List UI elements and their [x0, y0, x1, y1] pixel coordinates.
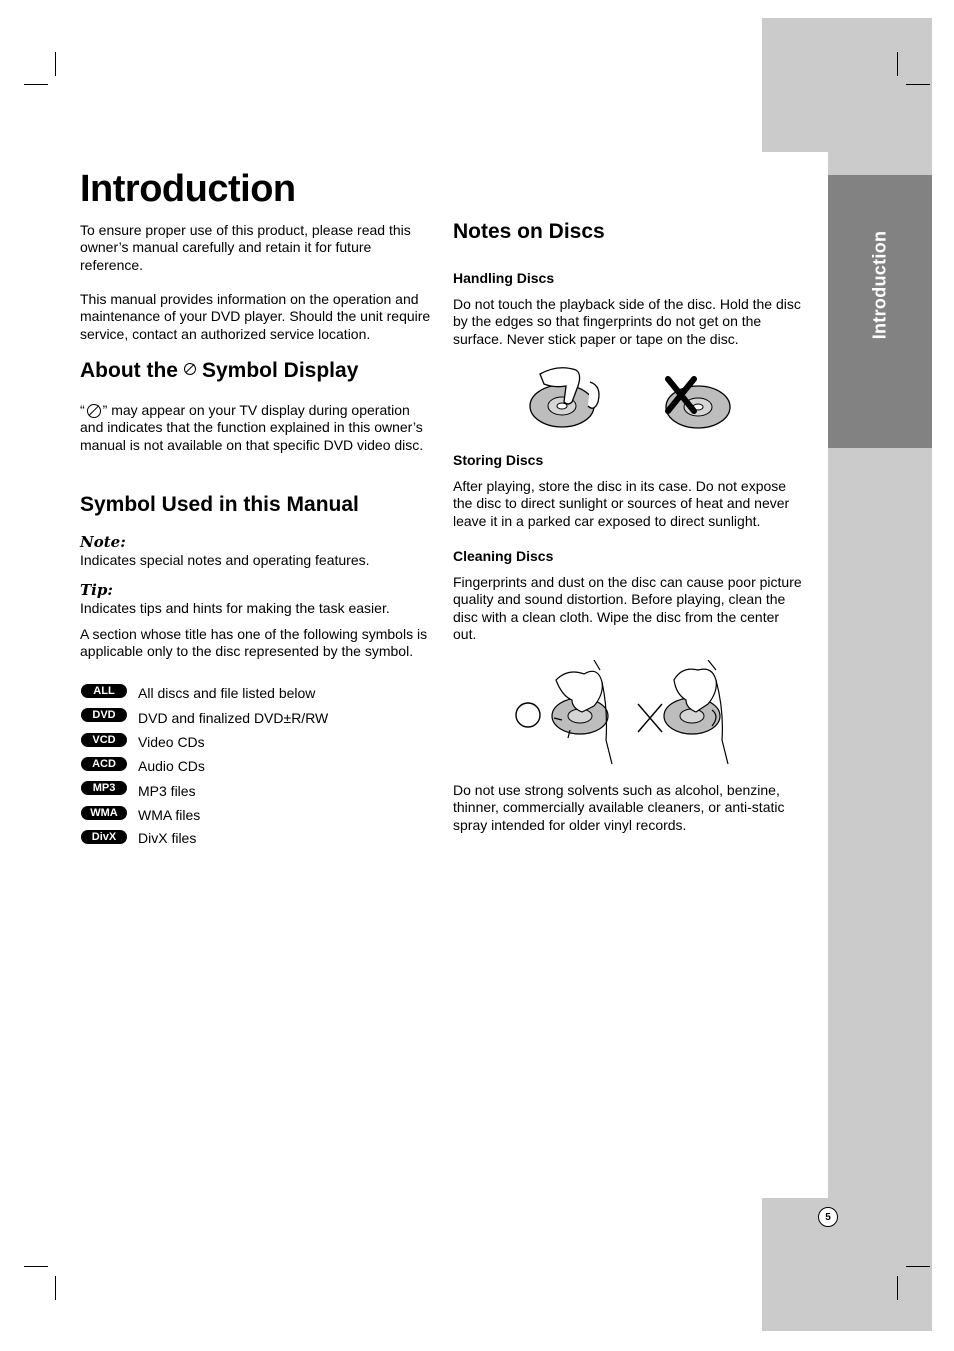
badge-mp3: MP3: [81, 781, 127, 795]
cleaning-illustration: [512, 660, 740, 766]
symbols-heading: Symbol Used in this Manual: [80, 493, 359, 516]
tip-text: Indicates tips and hints for making the task easier.: [80, 600, 390, 616]
list-item: Audio CDs: [138, 758, 205, 774]
handling-text: Do not touch the playback side of the disc. Hold the disc by the edges so that fingerprints do not get on the surface. Never stick paper or tape on the disc.: [453, 296, 801, 347]
badge-wma: WMA: [81, 806, 127, 820]
list-item: Video CDs: [138, 734, 205, 750]
note-label: Note:: [80, 533, 126, 551]
handling-heading: Handling Discs: [453, 270, 555, 286]
list-item: WMA files: [138, 807, 201, 823]
wrong-mark-icon: [638, 704, 662, 732]
correct-handling-icon: [528, 362, 608, 430]
list-item: DivX files: [138, 830, 197, 846]
about-symbol-text: “ ” may appear on your TV display during operation and indicates that the function explained in this owner’s manual is not available on that specific DVD video disc.: [80, 402, 424, 453]
wrong-handling-icon: [662, 375, 734, 431]
badge-vcd: VCD: [81, 733, 127, 747]
list-item: MP3 files: [138, 783, 196, 799]
page-title: Introduction: [80, 168, 296, 210]
solvents-text: Do not use strong solvents such as alcohol, benzine, thinner, commercially available cleaners, or anti-static spray intended for older vinyl records.: [453, 782, 785, 833]
about-heading-pre: About the: [80, 359, 178, 382]
section-symbol-text: A section whose title has one of the following symbols is applicable only to the disc represented by the symbol.: [80, 626, 428, 660]
storing-text: After playing, store the disc in its case. Do not expose the disc to direct sunlight or sources of heat and never leave it in a parked car exposed to direct sunlight.: [453, 478, 790, 529]
tip-label: Tip:: [80, 581, 113, 599]
intro-paragraph-1: To ensure proper use of this product, please read this owner’s manual carefully and retain it for future reference.: [80, 222, 411, 273]
badge-dvd: DVD: [81, 708, 127, 722]
storing-heading: Storing Discs: [453, 452, 544, 468]
page-number: 5: [818, 1207, 838, 1227]
badge-all: ALL: [81, 684, 127, 698]
list-item: All discs and file listed below: [138, 685, 316, 701]
cleaning-text: Fingerprints and dust on the disc can cause poor picture quality and sound distortion. Before playing, clean the disc with a clean cloth. Wipe the disc from the center out.: [453, 574, 802, 642]
about-heading-post: Symbol Display: [201, 359, 359, 382]
prohibited-symbol-icon: [87, 404, 101, 418]
cleaning-heading: Cleaning Discs: [453, 548, 554, 564]
chapter-tab-label: Introduction: [869, 230, 890, 340]
notes-heading: Notes on Discs: [453, 220, 605, 243]
prohibited-symbol-icon: [184, 363, 196, 375]
chapter-tab: [828, 175, 932, 448]
about-symbol-heading: [80, 359, 358, 383]
side-band-bottom: [762, 1198, 932, 1331]
side-band-top: [762, 18, 932, 152]
badge-divx: DivX: [81, 830, 127, 844]
list-item: DVD and finalized DVD±R/RW: [138, 710, 329, 726]
note-text: Indicates special notes and operating features.: [80, 552, 370, 568]
intro-paragraph-2: This manual provides information on the operation and maintenance of your DVD player. Should the unit require service, contact an authorized service location.: [80, 291, 431, 342]
badge-acd: ACD: [81, 757, 127, 771]
correct-mark-icon: [516, 703, 540, 727]
